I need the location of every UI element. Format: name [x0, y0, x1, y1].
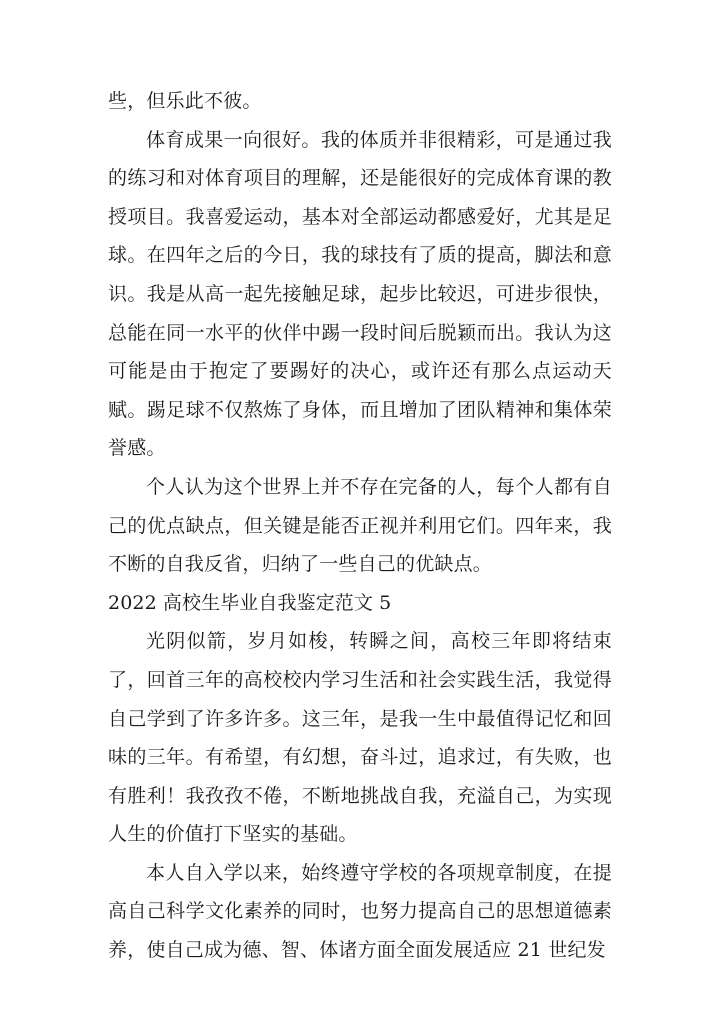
document-body — [108, 82, 612, 970]
paragraph-sports-achievement: 体育成果一向很好。我的体质并非很精彩，可是通过我的练习和对体育项目的理解，还是能很好的完成体育课的教授项目。我喜爱运动，基本对全部运动都感爱好，尤其是足球。在四年之后的今日，我的球技有了质的提高，脚法和意识。我是从高一起先接触足球，起步比较迟，可进步很快，总能在同一水平的伙伴中踢一段时间后脱颖而出。我认为这可能是由于抱定了要踢好的决心，或许还有那么点运动天赋。踢足球不仅熬炼了身体，而且增加了团队精神和集体荣誉感。 — [108, 128, 612, 460]
paragraph-three-years: 光阴似箭，岁月如梭，转瞬之间，高校三年即将结束了，回首三年的高校校内学习生活和社会实践生活，我觉得自己学到了许多许多。这三年，是我一生中最值得记忆和回味的三年。有希望，有幻想，奋斗过，追求过，有失败，也有胜利！我孜孜不倦，不断地挑战自我，充溢自己，为实现人生的价值打下坚实的基础。 — [108, 630, 612, 846]
paragraph-since-enrollment: 本人自入学以来，始终遵守学校的各项规章制度，在提高自己科学文化素养的同时，也努力提高自己的思想道德素养，使自己成为德、智、体诸方面全面发展适应 21 世纪发 — [108, 861, 612, 962]
section-heading: 2022 高校生毕业自我鉴定范文 5 — [108, 591, 392, 614]
paragraph-continuation: 些，但乐此不彼。 — [108, 90, 262, 112]
paragraph-self-reflection: 个人认为这个世界上并不存在完备的人，每个人都有自己的优点缺点，但关键是能否正视并利用它们。四年来，我不断的自我反省，归纳了一些自己的优缺点。 — [108, 475, 612, 576]
